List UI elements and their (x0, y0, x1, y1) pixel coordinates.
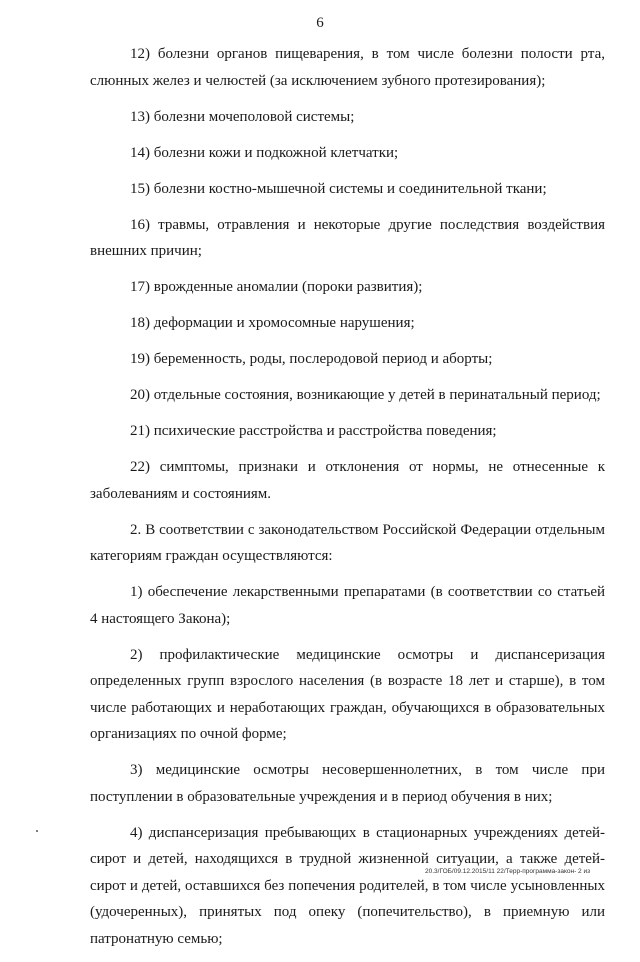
list-item-18: 18) деформации и хромосомные нарушения; (130, 315, 415, 331)
list-item-14: 14) болезни кожи и подкожной клетчатки; (130, 144, 399, 161)
list-item-20: 20) отдельные состояния, возникающие у детей в перинатальный период; (130, 387, 601, 403)
list-item-19: 19) беременность, роды, послеродовой период и аборты; (130, 351, 493, 367)
list-item-13: 13) болезни мочеполовой системы; (130, 108, 355, 125)
scan-speck (36, 830, 38, 832)
document-body (90, 41, 605, 962)
list-item-16: 16) травмы, отравления и некоторые другие последствия воздействия внешних причин; (90, 216, 605, 259)
list-item-17: 17) врожденные аномалии (пороки развития); (130, 279, 423, 295)
list-item-12: 12) болезни органов пищеварения, в том числе болезни полости рта, слюнных желез и челюстей (за исключением зубного протезирования); (90, 46, 605, 89)
subitem-1: 1) обеспечение лекарственными препаратами (в соответствии со статьей 4 настоящего Закона); (90, 584, 605, 627)
list-item-15: 15) болезни костно-мышечной системы и соединительной ткани; (130, 180, 547, 197)
list-item-21: 21) психические расстройства и расстройства поведения; (130, 423, 497, 439)
section-2-intro: 2. В соответствии с законодательством Российской Федерации отдельным категориям граждан осуществляются: (90, 521, 605, 564)
page-number: 6 (316, 15, 324, 31)
subitem-3: 3) медицинские осмотры несовершеннолетних, в том числе при поступлении в образовательные учреждения и в период обучения в них; (90, 762, 605, 805)
document-footer: 20.3/ГОБ/09.12.2015/11 22/Терр-программа-закон- 2 из (425, 868, 591, 875)
subitem-4: 4) диспансеризация пребывающих в стационарных учреждениях детей-сирот и детей, находящихся в трудной жизненной ситуации, а также детей-сирот и детей, оставшихся без попечения родителей, в том числе усыновленных (удочеренных), принятых под опеку (попечительство), в приемную или патронатную семью; (90, 824, 605, 947)
list-item-22: 22) симптомы, признаки и отклонения от нормы, не отнесенные к заболеваниям и состояниям. (90, 459, 605, 502)
subitem-2: 2) профилактические медицинские осмотры и диспансеризация определенных групп взрослого населения (в возрасте 18 лет и старше), в том числе работающих и неработающих граждан, обучающихся в образовательных организациях по очной форме; (90, 646, 605, 742)
